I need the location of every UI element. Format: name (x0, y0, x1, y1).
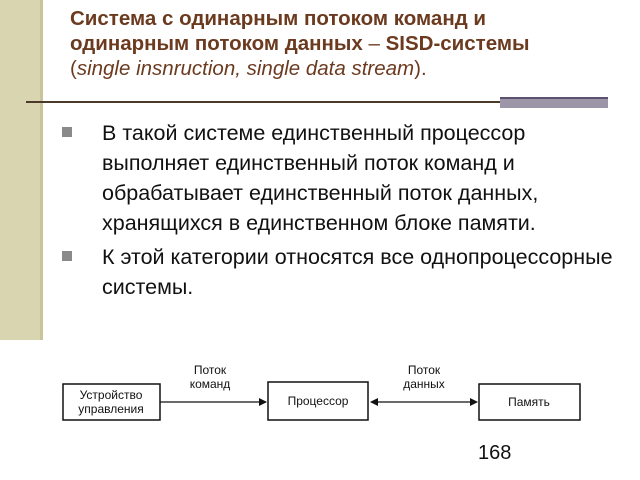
title-line-2-bold: одинарным потоком данных (70, 32, 363, 55)
control-unit-label-2: управления (78, 402, 144, 416)
title-line-3-italic: single insnruction, single data stream (76, 57, 415, 80)
title-line-1: Система с одинарным потоком команд и (70, 7, 487, 30)
title-dash: – (362, 32, 386, 55)
processor-label: Процессор (287, 394, 349, 408)
bullet-text: К этой категории относятся все однопроцессорные системы. (102, 245, 613, 299)
data-stream-label-1: Поток (407, 363, 441, 377)
memory-label: Память (508, 395, 550, 409)
control-unit-label-1: Устройство (79, 388, 143, 402)
instruction-stream-label-2: команд (189, 377, 231, 391)
bullet-text: В такой системе единственный процессор выполняет единственный поток команд и обрабатывает единственный поток данных, хранящихся в единственном блоке памяти. (102, 121, 539, 235)
title-line-2-tail: SISD-системы (385, 32, 530, 55)
instruction-stream-label-1: Поток (193, 363, 227, 377)
data-stream-label-2: данных (403, 377, 445, 391)
title-paren-close: ). (414, 57, 427, 80)
page-number: 168 (478, 442, 512, 464)
title-paren-open: ( (70, 57, 77, 80)
